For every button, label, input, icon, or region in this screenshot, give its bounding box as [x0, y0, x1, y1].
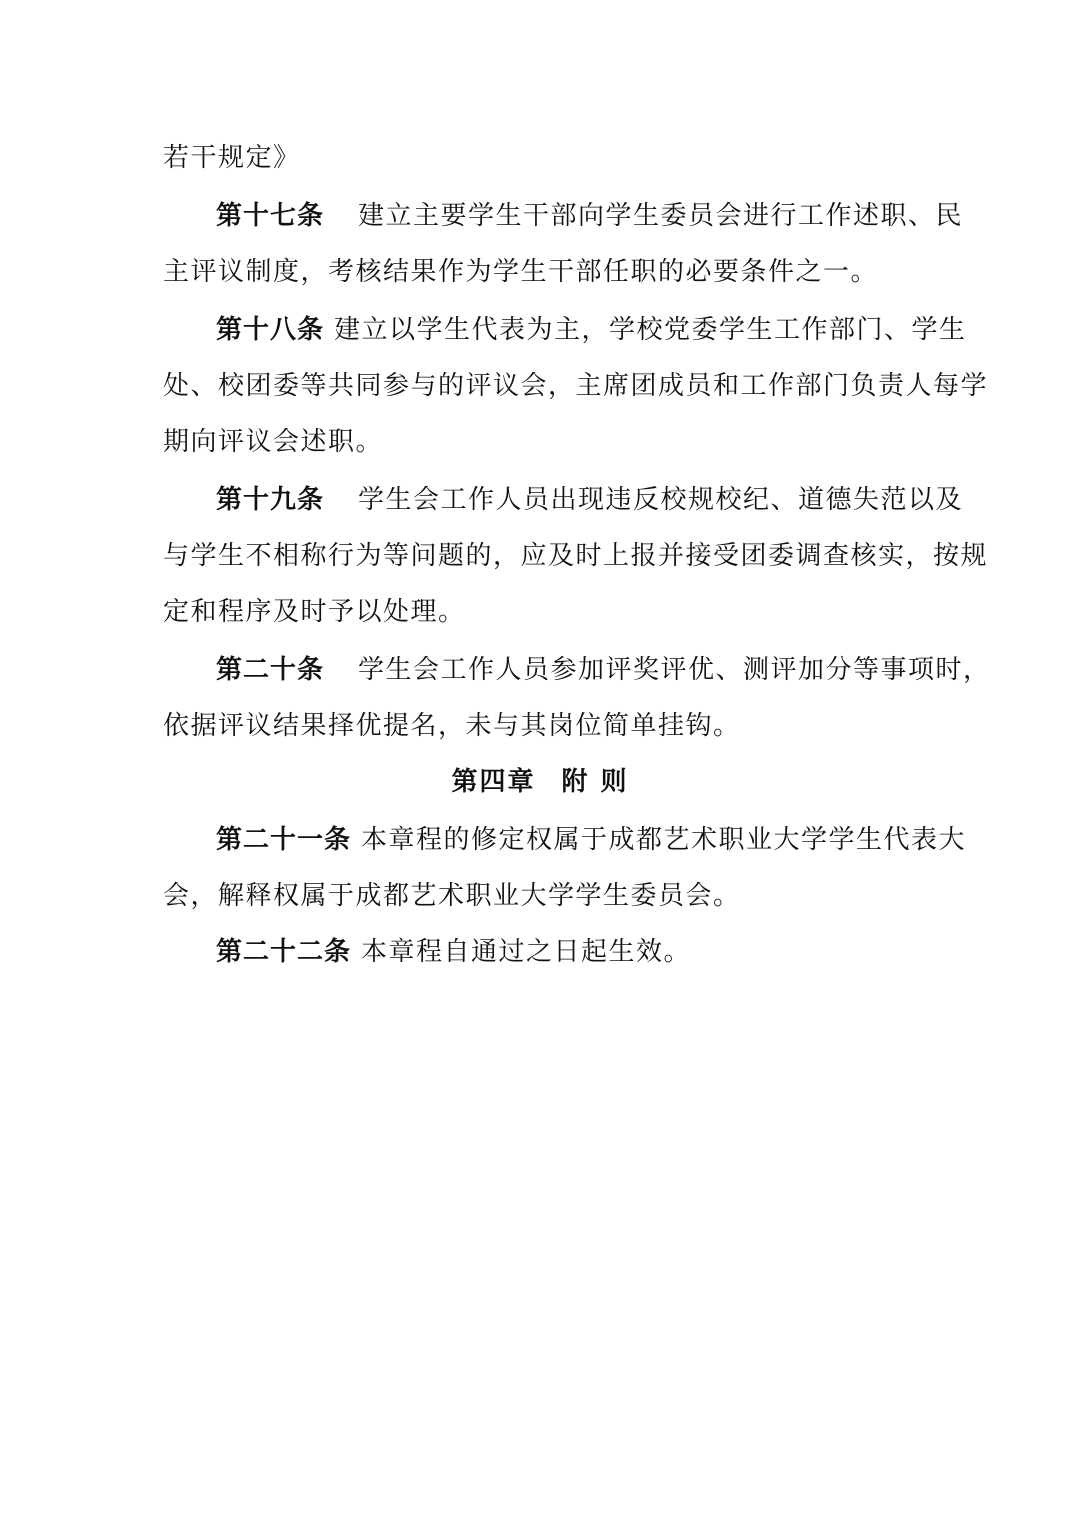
article-text: 建立主要学生干部向学生委员会进行工作述职、民	[358, 201, 964, 231]
article-19-line-3	[163, 592, 923, 632]
article-label: 第二十条	[216, 655, 325, 685]
article-text: 本章程自通过之日起生效。	[361, 937, 692, 967]
article-label: 第十七条	[216, 201, 325, 231]
article-label: 第二十一条	[216, 825, 352, 855]
article-text: 与学生不相称行为等问题的，应及时上报并接受团委调查核实，按规	[163, 541, 989, 571]
article-21-line-2	[163, 876, 923, 916]
article-text: 处、校团委等共同参与的评议会，主席团成员和工作部门负责人每学	[163, 371, 989, 401]
article-20-line-2	[163, 706, 923, 746]
article-22-line-1	[216, 932, 924, 972]
article-17-line-1	[216, 196, 964, 236]
article-18-line-3	[163, 422, 923, 462]
article-text: 定和程序及时予以处理。	[163, 597, 466, 627]
article-18-line-2	[163, 366, 989, 406]
article-19-line-2	[163, 536, 989, 576]
article-17-line-2	[163, 252, 923, 292]
article-19-line-1	[216, 480, 964, 520]
article-text: 期向评议会述职。	[163, 427, 384, 457]
continuation-text: 若干规定》	[163, 143, 301, 173]
article-text: 建立以学生代表为主，学校党委学生工作部门、学生	[334, 315, 967, 345]
article-18-line-1	[216, 310, 967, 350]
chapter-heading	[0, 762, 1080, 802]
article-21-line-1	[216, 820, 967, 860]
article-text: 依据评议结果择优提名，未与其岗位简单挂钩。	[163, 711, 741, 741]
article-text: 会，解释权属于成都艺术职业大学学生委员会。	[163, 881, 741, 911]
article-20-line-1	[216, 650, 991, 690]
article-text: 本章程的修定权属于成都艺术职业大学学生代表大	[361, 825, 967, 855]
article-text: 主评议制度，考核结果作为学生干部任职的必要条件之一。	[163, 257, 879, 287]
article-text: 学生会工作人员出现违反校规校纪、道德失范以及	[358, 485, 964, 515]
continuation-line	[163, 138, 923, 178]
chapter-title: 附 则	[561, 767, 629, 797]
article-label: 第十九条	[216, 485, 325, 515]
chapter-number: 第四章	[451, 767, 536, 797]
article-label: 第二十二条	[216, 937, 352, 967]
article-label: 第十八条	[216, 315, 325, 345]
article-text: 学生会工作人员参加评奖评优、测评加分等事项时，	[358, 655, 991, 685]
